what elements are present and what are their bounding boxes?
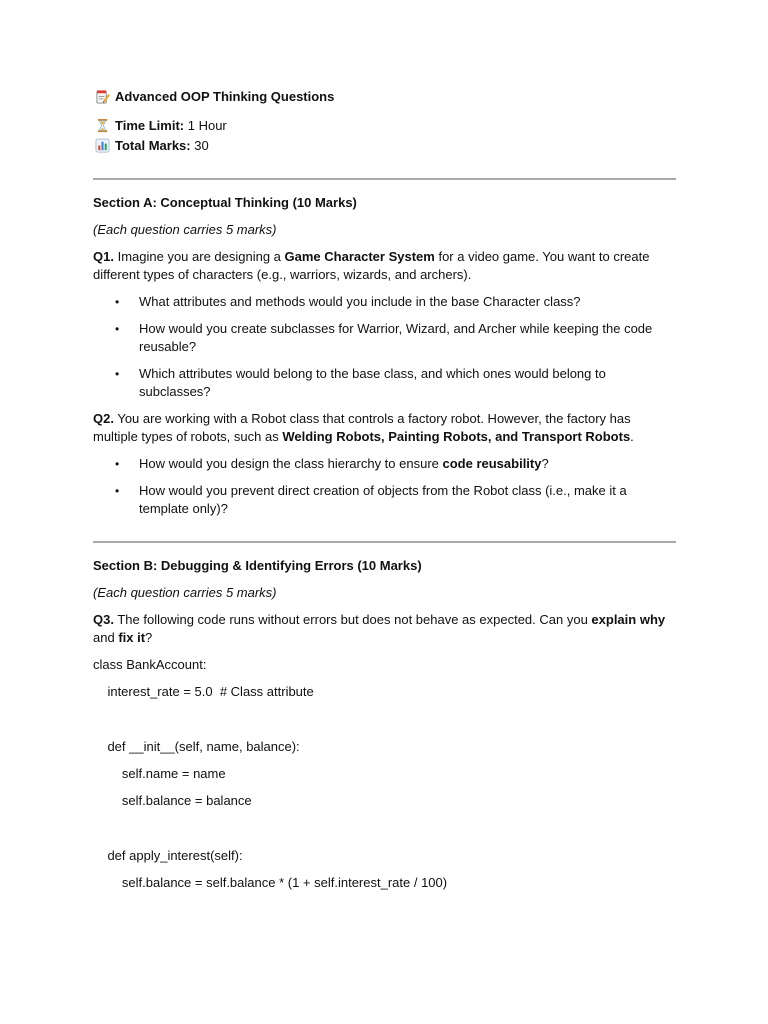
question-1-label: Q1.: [93, 249, 114, 264]
list-item: • What attributes and methods would you include in the base Character class?: [115, 294, 581, 309]
question-2: [93, 410, 676, 446]
question-2-emphasis: Welding Robots, Painting Robots, and Transport Robots: [282, 429, 631, 444]
list-item-text: How would you prevent direct creation of objects from the Robot class (i.e., make it a template only)?: [139, 483, 627, 516]
code-line: def apply_interest(self):: [93, 848, 243, 863]
question-1-bullets: [93, 293, 676, 401]
list-item-text: Which attributes would belong to the base class, and which ones would belong to subclasses?: [139, 366, 606, 399]
question-1-emphasis: Game Character System: [284, 249, 435, 264]
document-page: [93, 88, 676, 892]
code-line: def __init__(self, name, balance):: [93, 739, 300, 754]
question-1-text: Imagine you are designing a: [113, 249, 285, 264]
document-title: [95, 88, 676, 106]
question-2-label: Q2.: [93, 411, 114, 426]
memo-icon: [95, 89, 110, 104]
section-b-heading: Section B: Debugging & Identifying Errors (10 Marks): [93, 558, 422, 573]
section-a-heading: Section A: Conceptual Thinking (10 Marks): [93, 195, 357, 210]
question-3-emphasis-2: fix it: [118, 630, 146, 645]
time-limit-label: Time Limit:: [115, 118, 185, 133]
list-item-text-end: ?: [541, 456, 549, 471]
list-item-emphasis: code reusability: [442, 456, 542, 471]
code-line: self.balance = self.balance * (1 + self.interest_rate / 100): [93, 875, 448, 890]
question-1-text-cont: for a video game. You want to create different types of characters (e.g., warriors, wizards, and archers).: [93, 249, 650, 282]
code-line: interest_rate = 5.0 # Class attribute: [93, 684, 314, 699]
question-2-bullets: [93, 455, 676, 518]
question-2-text: You are working with a Robot class that controls a factory robot. However, the factory has multiple types of robots, such as: [93, 411, 631, 444]
total-marks-label: Total Marks:: [115, 138, 191, 153]
question-1: [93, 248, 676, 284]
question-3-label: Q3.: [93, 612, 114, 627]
section-b-note: (Each question carries 5 marks): [93, 585, 277, 600]
question-3-text-cont: and: [93, 630, 119, 645]
document-title-text: Advanced OOP Thinking Questions: [115, 89, 335, 104]
bar-chart-icon: [95, 138, 110, 153]
list-item-text: What attributes and methods would you include in the base Character class?: [139, 294, 581, 309]
code-line: class BankAccount:: [93, 657, 207, 672]
list-item-text: How would you design the class hierarchy to ensure: [139, 456, 443, 471]
question-3-text-end: ?: [145, 630, 153, 645]
list-item: • How would you create subclasses for Warrior, Wizard, and Archer while keeping the code reusable?: [115, 321, 653, 354]
code-line: self.name = name: [93, 766, 226, 781]
time-limit-line: [95, 117, 676, 135]
list-item-text: How would you create subclasses for Warrior, Wizard, and Archer while keeping the code reusable?: [139, 321, 653, 354]
list-item: • How would you prevent direct creation of objects from the Robot class (i.e., make it a template only)?: [115, 483, 627, 516]
list-item: • How would you design the class hierarchy to ensure code reusability?: [115, 456, 549, 471]
question-3-emphasis-1: explain why: [591, 612, 666, 627]
question-3: [93, 611, 676, 647]
section-a-note: (Each question carries 5 marks): [93, 222, 277, 237]
code-line: self.balance = balance: [93, 793, 252, 808]
total-marks-line: [95, 137, 676, 155]
time-limit-value: 1 Hour: [187, 118, 227, 133]
hourglass-icon: [95, 118, 110, 133]
question-3-text: The following code runs without errors but does not behave as expected. Can you: [113, 612, 592, 627]
list-item: • Which attributes would belong to the base class, and which ones would belong to subclasses?: [115, 366, 606, 399]
question-2-text-cont: .: [630, 429, 634, 444]
total-marks-value: 30: [194, 138, 209, 153]
